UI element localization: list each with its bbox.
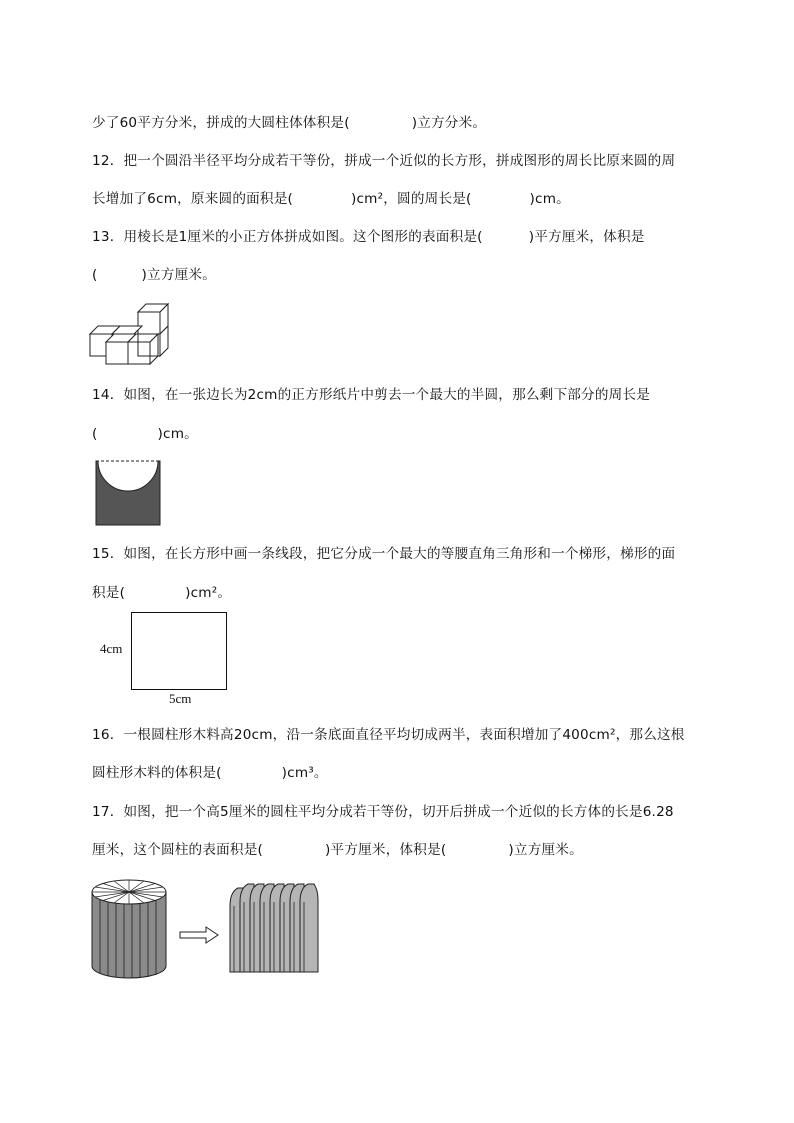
- q15-line2: 积是( )cm²。: [92, 585, 232, 601]
- cube-stack-figure: [88, 300, 178, 368]
- cylinder-to-cuboid-figure: [88, 878, 328, 982]
- q16-line2: 圆柱形木料的体积是( )cm³。: [92, 765, 328, 781]
- q12-line1: 12．把一个圆沿半径平均分成若干等份，拼成一个近似的长方形，拼成图形的周长比原来圆的周: [92, 153, 676, 169]
- q12-line2: 长增加了6cm，原来圆的面积是( )cm²，圆的周长是( )cm。: [92, 191, 570, 207]
- q13-line2: ( )立方厘米。: [92, 267, 216, 283]
- square-semicircle-figure: [94, 459, 162, 527]
- q11-line2: 少了60平方分米，拼成的大圆柱体体积是( )立方分米。: [92, 115, 487, 131]
- q14-line1: 14．如图，在一张边长为2cm的正方形纸片中剪去一个最大的半圆，那么剩下部分的周长是: [92, 387, 651, 403]
- q13-line1: 13．用棱长是1厘米的小正方体拼成如图。这个图形的表面积是( )平方厘米，体积是: [92, 229, 645, 245]
- q15-line1: 15．如图，在长方形中画一条线段，把它分成一个最大的等腰直角三角形和一个梯形，梯形的面: [92, 546, 676, 562]
- rectangle-figure: [131, 612, 227, 690]
- q17-line2: 厘米，这个圆柱的表面积是( )平方厘米，体积是( )立方厘米。: [92, 842, 583, 858]
- rectangle-height-label: 4cm: [100, 641, 123, 656]
- rectangle-width-label: 5cm: [169, 691, 192, 706]
- q17-line1: 17．如图，把一个高5厘米的圆柱平均分成若干等份，切开后拼成一个近似的长方体的长是6.28: [92, 804, 674, 820]
- q16-line1: 16．一根圆柱形木料高20cm，沿一条底面直径平均切成两半，表面积增加了400cm²，那么这根: [92, 727, 685, 743]
- q14-line2: ( )cm。: [92, 426, 198, 442]
